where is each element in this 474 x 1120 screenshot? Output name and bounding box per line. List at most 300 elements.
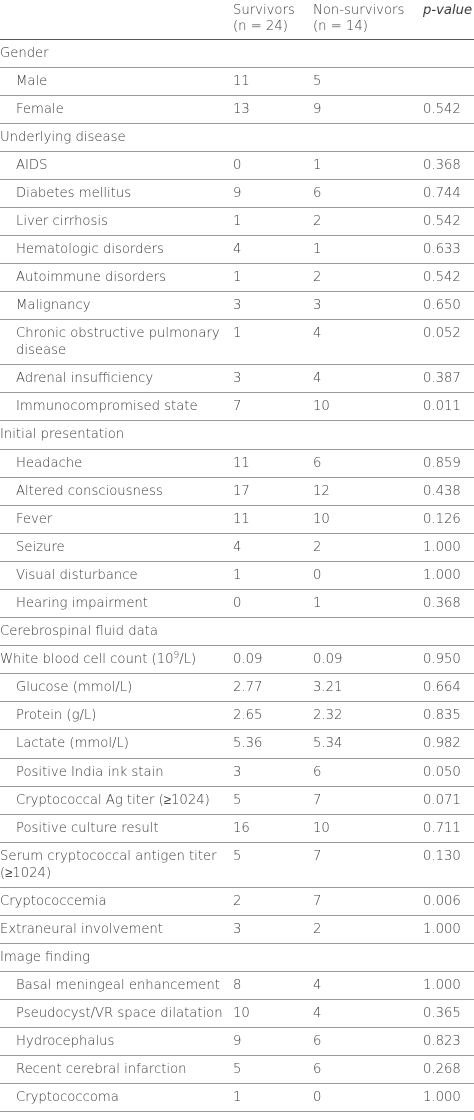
header-non-survivors bbox=[313, 0, 423, 39]
row-label bbox=[0, 208, 233, 236]
non-survivors-value-cell bbox=[313, 179, 423, 207]
row-label bbox=[0, 264, 233, 292]
survivors-value: 5 bbox=[233, 848, 242, 864]
p-value bbox=[423, 40, 474, 45]
survivors-value-cell bbox=[233, 505, 313, 533]
p-value: 0.071 bbox=[423, 792, 461, 808]
survivors-value bbox=[233, 421, 313, 426]
non-survivors-value: 1 bbox=[313, 157, 322, 173]
non-survivors-value bbox=[313, 124, 423, 129]
non-survivors-value: 0.09 bbox=[313, 652, 343, 668]
p-value-cell bbox=[423, 730, 474, 758]
survivors-value: 8 bbox=[233, 977, 242, 993]
non-survivors-value-cell bbox=[313, 1056, 423, 1084]
row-label bbox=[0, 758, 233, 786]
non-survivors-value: 1 bbox=[313, 242, 322, 258]
survivors-value-cell bbox=[233, 561, 313, 589]
non-survivors-value-cell bbox=[313, 208, 423, 236]
p-value-cell bbox=[423, 1084, 474, 1112]
non-survivors-value: 6 bbox=[313, 185, 322, 201]
header-p-value bbox=[423, 0, 474, 39]
table-row bbox=[0, 95, 474, 123]
row-label bbox=[0, 561, 233, 589]
row-label-text: Autoimmune disorders bbox=[16, 270, 166, 286]
non-survivors-value: 0 bbox=[313, 567, 322, 583]
row-label bbox=[0, 179, 233, 207]
non-survivors-value: 7 bbox=[313, 792, 322, 808]
row-label-text: Positive India ink stain bbox=[16, 764, 164, 780]
p-value: 0.052 bbox=[423, 326, 461, 342]
row-label bbox=[0, 365, 233, 393]
non-survivors-value-cell bbox=[313, 971, 423, 999]
table-row bbox=[0, 1000, 474, 1028]
survivors-value: 1 bbox=[233, 1090, 242, 1106]
table-row bbox=[0, 393, 474, 421]
row-label-text: Recent cerebral infarction bbox=[16, 1062, 187, 1078]
non-survivors-value-cell bbox=[313, 421, 423, 449]
row-label bbox=[0, 393, 233, 421]
non-survivors-value-cell bbox=[313, 646, 423, 674]
table-row bbox=[0, 320, 474, 365]
header-label-column bbox=[0, 0, 233, 39]
row-label-text: Underlying disease bbox=[0, 129, 126, 145]
p-value: 0.664 bbox=[423, 680, 461, 696]
p-value-cell bbox=[423, 505, 474, 533]
survivors-value: 4 bbox=[233, 539, 242, 555]
p-value: 0.542 bbox=[423, 101, 461, 117]
table-row bbox=[0, 39, 474, 67]
p-value: 0.950 bbox=[423, 652, 461, 668]
survivors-value-cell bbox=[233, 533, 313, 561]
p-value: 0.006 bbox=[423, 893, 461, 909]
survivors-value: 2.65 bbox=[233, 708, 263, 724]
non-survivors-value: 3 bbox=[313, 298, 322, 314]
table-row bbox=[0, 589, 474, 617]
non-survivors-value bbox=[313, 40, 423, 45]
non-survivors-value: 2.32 bbox=[313, 708, 343, 724]
table-row bbox=[0, 533, 474, 561]
non-survivors-value bbox=[313, 618, 423, 623]
survivors-value: 3 bbox=[233, 921, 242, 937]
p-value-cell bbox=[423, 646, 474, 674]
header-non-survivors-title: Non-survivors bbox=[313, 3, 405, 18]
non-survivors-value: 4 bbox=[313, 371, 322, 387]
row-label bbox=[0, 589, 233, 617]
p-value-cell bbox=[423, 786, 474, 814]
survivors-value: 11 bbox=[233, 73, 250, 89]
p-value-cell bbox=[423, 236, 474, 264]
row-label bbox=[0, 477, 233, 505]
p-value-cell bbox=[423, 943, 474, 971]
survivors-value: 0 bbox=[233, 157, 242, 173]
non-survivors-value-cell bbox=[313, 589, 423, 617]
non-survivors-value-cell bbox=[313, 758, 423, 786]
non-survivors-value-cell bbox=[313, 505, 423, 533]
p-value-cell bbox=[423, 292, 474, 320]
p-value bbox=[423, 124, 474, 129]
row-label bbox=[0, 618, 233, 646]
row-label-text: Serum cryptococcal antigen titer (≥1024) bbox=[0, 848, 217, 881]
p-value: 0.859 bbox=[423, 455, 461, 471]
table-row bbox=[0, 814, 474, 842]
row-label-text: Liver cirrhosis bbox=[16, 214, 108, 230]
survivors-value-cell bbox=[233, 151, 313, 179]
row-label-text: Fever bbox=[16, 511, 53, 527]
survivors-value: 11 bbox=[233, 455, 250, 471]
survivors-value-cell bbox=[233, 123, 313, 151]
non-survivors-value: 6 bbox=[313, 764, 322, 780]
row-label bbox=[0, 842, 233, 887]
non-survivors-value-cell bbox=[313, 674, 423, 702]
p-value-cell bbox=[423, 208, 474, 236]
p-value-cell bbox=[423, 842, 474, 887]
row-label bbox=[0, 887, 233, 915]
table-row bbox=[0, 618, 474, 646]
survivors-value: 1 bbox=[233, 214, 242, 230]
table-row bbox=[0, 236, 474, 264]
table-row bbox=[0, 421, 474, 449]
table-row bbox=[0, 264, 474, 292]
non-survivors-value: 5 bbox=[313, 73, 322, 89]
survivors-value: 10 bbox=[233, 1006, 250, 1021]
non-survivors-value: 6 bbox=[313, 1062, 322, 1078]
survivors-value-cell bbox=[233, 179, 313, 207]
p-value: 0.542 bbox=[423, 270, 461, 286]
table-row bbox=[0, 786, 474, 814]
row-label-text: Immunocompromised state bbox=[16, 399, 198, 415]
row-label bbox=[0, 67, 233, 95]
survivors-value-cell bbox=[233, 915, 313, 943]
survivors-value bbox=[233, 618, 313, 623]
p-value: 1.000 bbox=[423, 567, 461, 583]
non-survivors-value: 2 bbox=[313, 214, 322, 230]
p-value: 1.000 bbox=[423, 921, 461, 937]
p-value: 0.982 bbox=[423, 736, 461, 752]
non-survivors-value-cell bbox=[313, 393, 423, 421]
survivors-value: 1 bbox=[233, 567, 242, 583]
p-value: 0.835 bbox=[423, 708, 461, 724]
non-survivors-value: 7 bbox=[313, 848, 322, 864]
row-label-text: Protein (g/L) bbox=[16, 708, 97, 724]
p-value-cell bbox=[423, 702, 474, 730]
p-value-cell bbox=[423, 365, 474, 393]
survivors-value: 1 bbox=[233, 326, 242, 342]
row-label-suffix: /L) bbox=[179, 652, 197, 668]
survivors-value: 13 bbox=[233, 101, 250, 117]
non-survivors-value-cell bbox=[313, 123, 423, 151]
row-label-text: Extraneural involvement bbox=[0, 921, 163, 937]
non-survivors-value-cell bbox=[313, 814, 423, 842]
row-label bbox=[0, 449, 233, 477]
survivors-value-cell bbox=[233, 1028, 313, 1056]
p-value-cell bbox=[423, 393, 474, 421]
non-survivors-value-cell bbox=[313, 39, 423, 67]
table-row bbox=[0, 365, 474, 393]
row-label bbox=[0, 730, 233, 758]
row-label-text: Hematologic disorders bbox=[16, 242, 164, 258]
table-row bbox=[0, 67, 474, 95]
table-row bbox=[0, 477, 474, 505]
survivors-value-cell bbox=[233, 814, 313, 842]
p-value-cell bbox=[423, 758, 474, 786]
row-label-text: Hearing impairment bbox=[16, 595, 148, 611]
survivors-value: 5 bbox=[233, 1062, 242, 1078]
p-value: 0.011 bbox=[423, 399, 461, 415]
table-row bbox=[0, 943, 474, 971]
non-survivors-value-cell bbox=[313, 236, 423, 264]
table-row bbox=[0, 915, 474, 943]
row-label bbox=[0, 943, 233, 971]
p-value-cell bbox=[423, 67, 474, 95]
row-label bbox=[0, 292, 233, 320]
survivors-value: 3 bbox=[233, 371, 242, 387]
p-value-cell bbox=[423, 123, 474, 151]
survivors-value-cell bbox=[233, 67, 313, 95]
row-label-text: Cryptococcoma bbox=[16, 1090, 119, 1106]
p-value: 0.633 bbox=[423, 242, 461, 258]
p-value-cell bbox=[423, 1056, 474, 1084]
survivors-value-cell bbox=[233, 292, 313, 320]
row-label-text: Cryptococcal Ag titer (≥1024) bbox=[16, 792, 210, 808]
row-label-text: Hydrocephalus bbox=[16, 1034, 115, 1050]
table-row bbox=[0, 702, 474, 730]
row-label-text: Image finding bbox=[0, 949, 91, 965]
row-label bbox=[0, 1000, 233, 1028]
survivors-value: 11 bbox=[233, 511, 250, 527]
p-value-cell bbox=[423, 39, 474, 67]
survivors-value-cell bbox=[233, 887, 313, 915]
non-survivors-value-cell bbox=[313, 151, 423, 179]
header-survivors-title: Survivors bbox=[233, 3, 295, 18]
row-label bbox=[0, 533, 233, 561]
non-survivors-value-cell bbox=[313, 842, 423, 887]
p-value bbox=[423, 68, 474, 73]
row-label bbox=[0, 1028, 233, 1056]
p-value-cell bbox=[423, 814, 474, 842]
non-survivors-value-cell bbox=[313, 477, 423, 505]
survivors-value-cell bbox=[233, 730, 313, 758]
row-label bbox=[0, 421, 233, 449]
row-label bbox=[0, 320, 233, 365]
survivors-value-cell bbox=[233, 842, 313, 887]
survivors-value: 5.36 bbox=[233, 736, 263, 752]
row-label-text: Cerebrospinal fluid data bbox=[0, 624, 158, 640]
non-survivors-value-cell bbox=[313, 561, 423, 589]
survivors-value bbox=[233, 944, 313, 949]
survivors-value: 5 bbox=[233, 792, 242, 808]
non-survivors-value-cell bbox=[313, 786, 423, 814]
p-value-cell bbox=[423, 264, 474, 292]
non-survivors-value-cell bbox=[313, 264, 423, 292]
p-value-cell bbox=[423, 618, 474, 646]
non-survivors-value-cell bbox=[313, 915, 423, 943]
row-label-superscript: 9 bbox=[173, 650, 180, 661]
p-value-cell bbox=[423, 887, 474, 915]
non-survivors-value: 10 bbox=[313, 399, 330, 415]
row-label-text: Initial presentation bbox=[0, 427, 125, 443]
table-row bbox=[0, 887, 474, 915]
row-label bbox=[0, 971, 233, 999]
survivors-value: 9 bbox=[233, 185, 242, 201]
row-label-text: Diabetes mellitus bbox=[16, 185, 132, 201]
non-survivors-value: 12 bbox=[313, 483, 330, 499]
survivors-value: 3 bbox=[233, 298, 242, 314]
header-p-value-label: p-value bbox=[423, 3, 473, 18]
p-value: 0.268 bbox=[423, 1062, 461, 1078]
p-value-cell bbox=[423, 1028, 474, 1056]
survivors-value: 0.09 bbox=[233, 652, 263, 668]
survivors-value: 7 bbox=[233, 399, 242, 415]
non-survivors-value-cell bbox=[313, 1084, 423, 1112]
table-row bbox=[0, 179, 474, 207]
survivors-value-cell bbox=[233, 646, 313, 674]
table-row bbox=[0, 1028, 474, 1056]
table-row bbox=[0, 292, 474, 320]
p-value-cell bbox=[423, 477, 474, 505]
survivors-value-cell bbox=[233, 95, 313, 123]
non-survivors-value: 9 bbox=[313, 101, 322, 117]
survivors-value-cell bbox=[233, 39, 313, 67]
table-header-row bbox=[0, 0, 474, 39]
p-value: 1.000 bbox=[423, 977, 461, 993]
row-label-text: Chronic obstructive pulmonary disease bbox=[16, 326, 220, 359]
p-value bbox=[423, 944, 474, 949]
p-value-cell bbox=[423, 915, 474, 943]
p-value: 0.387 bbox=[423, 371, 461, 387]
survivors-value-cell bbox=[233, 1000, 313, 1028]
non-survivors-value-cell bbox=[313, 533, 423, 561]
table-row bbox=[0, 505, 474, 533]
p-value: 0.130 bbox=[423, 848, 461, 864]
p-value: 0.126 bbox=[423, 511, 461, 527]
row-label-text: Basal meningeal enhancement bbox=[16, 977, 220, 993]
p-value: 0.368 bbox=[423, 157, 461, 173]
p-value: 0.744 bbox=[423, 185, 461, 201]
row-label bbox=[0, 123, 233, 151]
row-label-text: Headache bbox=[16, 455, 83, 471]
table-row bbox=[0, 971, 474, 999]
survivors-value-cell bbox=[233, 758, 313, 786]
survivors-value-cell bbox=[233, 971, 313, 999]
non-survivors-value-cell bbox=[313, 292, 423, 320]
row-label-text: White blood cell count (10 bbox=[0, 652, 174, 668]
survivors-value-cell bbox=[233, 208, 313, 236]
non-survivors-value-cell bbox=[313, 887, 423, 915]
row-label bbox=[0, 236, 233, 264]
survivors-value-cell bbox=[233, 674, 313, 702]
survivors-value-cell bbox=[233, 618, 313, 646]
survivors-value-cell bbox=[233, 702, 313, 730]
p-value: 0.050 bbox=[423, 764, 461, 780]
survivors-value-cell bbox=[233, 786, 313, 814]
row-label-text: Cryptococcemia bbox=[0, 893, 107, 909]
row-label bbox=[0, 786, 233, 814]
table-row bbox=[0, 1056, 474, 1084]
p-value: 0.542 bbox=[423, 214, 461, 230]
non-survivors-value: 3.21 bbox=[313, 680, 343, 696]
row-label-text: Malignancy bbox=[16, 298, 91, 314]
row-label bbox=[0, 95, 233, 123]
survivors-value: 9 bbox=[233, 1034, 242, 1050]
p-value-cell bbox=[423, 320, 474, 365]
table-row bbox=[0, 1084, 474, 1112]
p-value: 0.711 bbox=[423, 820, 461, 836]
survivors-value-cell bbox=[233, 589, 313, 617]
non-survivors-value-cell bbox=[313, 1000, 423, 1028]
non-survivors-value-cell bbox=[313, 618, 423, 646]
p-value bbox=[423, 618, 474, 623]
table-row bbox=[0, 758, 474, 786]
survivors-value-cell bbox=[233, 264, 313, 292]
row-label-text: Visual disturbance bbox=[16, 567, 138, 583]
p-value-cell bbox=[423, 1000, 474, 1028]
non-survivors-value: 4 bbox=[313, 1006, 322, 1021]
row-label-text: Lactate (mmol/L) bbox=[16, 736, 129, 752]
p-value: 1.000 bbox=[423, 539, 461, 555]
table-row bbox=[0, 646, 474, 674]
row-label-text: Seizure bbox=[16, 539, 65, 555]
p-value: 0.368 bbox=[423, 595, 461, 611]
non-survivors-value: 4 bbox=[313, 977, 322, 993]
header-non-survivors-n: (n = 14) bbox=[313, 19, 368, 34]
row-label-text: Glucose (mmol/L) bbox=[16, 680, 133, 696]
table-row bbox=[0, 208, 474, 236]
non-survivors-value-cell bbox=[313, 365, 423, 393]
non-survivors-value: 6 bbox=[313, 455, 322, 471]
survivors-value: 16 bbox=[233, 820, 250, 836]
row-label-text: Positive culture result bbox=[16, 820, 159, 836]
survivors-value-cell bbox=[233, 320, 313, 365]
survivors-value: 17 bbox=[233, 483, 250, 499]
row-label bbox=[0, 674, 233, 702]
table-row bbox=[0, 674, 474, 702]
non-survivors-value: 2 bbox=[313, 921, 322, 937]
survivors-value-cell bbox=[233, 449, 313, 477]
survivors-value bbox=[233, 40, 313, 45]
row-label-text: Female bbox=[16, 101, 64, 117]
non-survivors-value-cell bbox=[313, 943, 423, 971]
row-label bbox=[0, 151, 233, 179]
p-value: 0.438 bbox=[423, 483, 461, 499]
header-survivors-n: (n = 24) bbox=[233, 19, 288, 34]
survivors-value-cell bbox=[233, 393, 313, 421]
survivors-value-cell bbox=[233, 477, 313, 505]
non-survivors-value-cell bbox=[313, 1028, 423, 1056]
p-value: 1.000 bbox=[423, 1090, 461, 1106]
p-value-cell bbox=[423, 449, 474, 477]
survivors-value: 4 bbox=[233, 242, 242, 258]
survivors-value: 0 bbox=[233, 595, 242, 611]
row-label-text: Pseudocyst/VR space dilatation bbox=[16, 1006, 223, 1021]
non-survivors-value: 6 bbox=[313, 1034, 322, 1050]
survivors-value bbox=[233, 124, 313, 129]
row-label bbox=[0, 814, 233, 842]
survivors-value: 1 bbox=[233, 270, 242, 286]
non-survivors-value-cell bbox=[313, 702, 423, 730]
survivors-value-cell bbox=[233, 1056, 313, 1084]
table-row bbox=[0, 842, 474, 887]
non-survivors-value: 10 bbox=[313, 820, 330, 836]
row-label bbox=[0, 1056, 233, 1084]
row-label-text: Altered consciousness bbox=[16, 483, 163, 499]
row-label bbox=[0, 1084, 233, 1112]
row-label bbox=[0, 646, 233, 674]
survivors-value: 3 bbox=[233, 764, 242, 780]
non-survivors-value: 5.34 bbox=[313, 736, 343, 752]
survivors-value-cell bbox=[233, 943, 313, 971]
p-value-cell bbox=[423, 179, 474, 207]
survivors-value-cell bbox=[233, 365, 313, 393]
